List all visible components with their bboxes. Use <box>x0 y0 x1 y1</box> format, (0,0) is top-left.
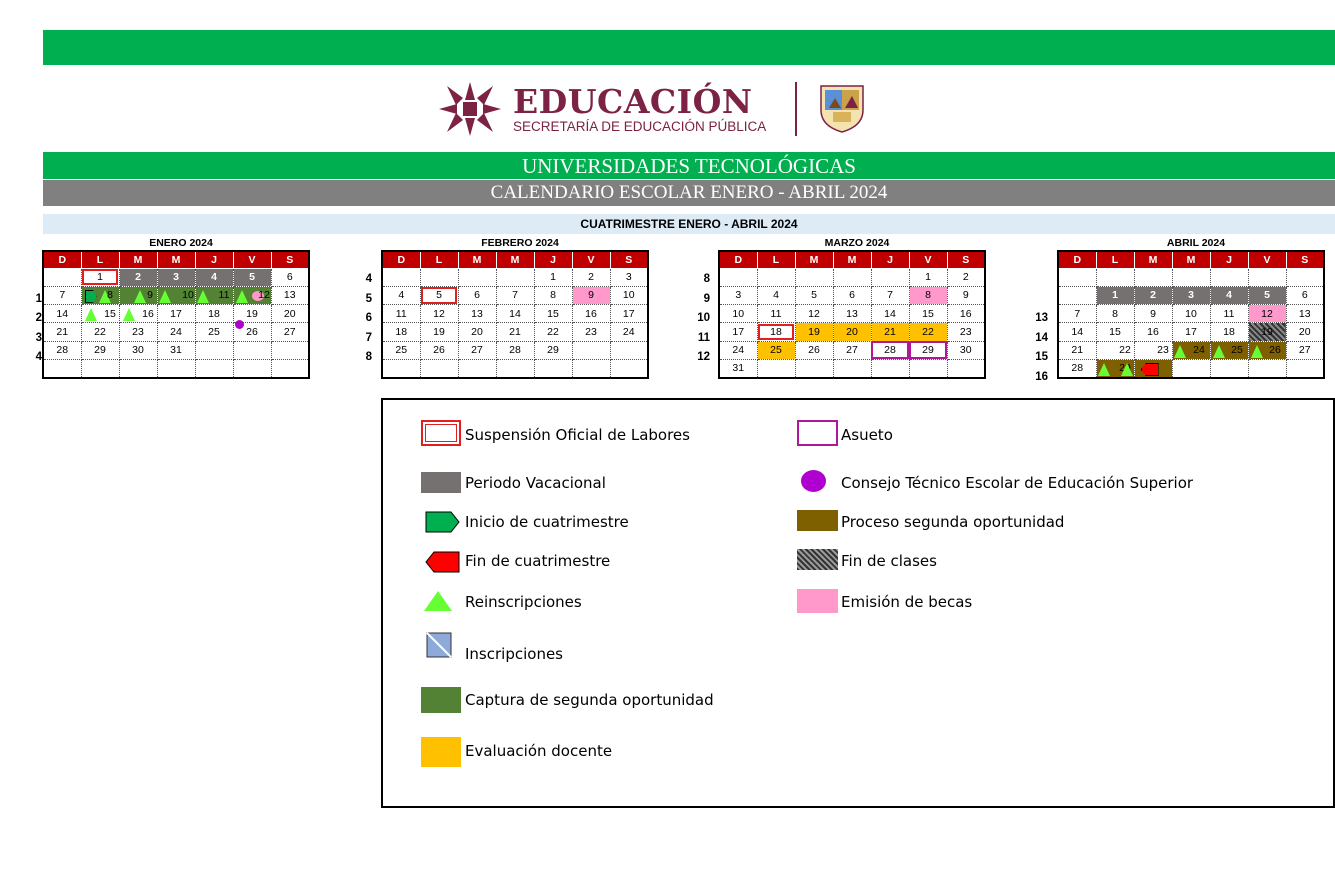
day-number: 9 <box>147 289 153 302</box>
day-cell: 18 <box>1210 323 1248 341</box>
day-cell <box>757 268 795 286</box>
day-number: 26 <box>246 326 258 339</box>
day-cell: 10 <box>719 305 757 323</box>
day-cell <box>610 359 648 377</box>
legend-label: Fin de clases <box>841 552 937 570</box>
day-header: L <box>757 251 795 268</box>
day-header: D <box>43 251 81 268</box>
day-cell: 15 <box>909 305 947 323</box>
calendar-abril <box>1057 250 1325 379</box>
day-cell: 23 <box>572 323 610 341</box>
day-cell <box>271 359 309 377</box>
day-header: J <box>871 251 909 268</box>
calendar-title: CALENDARIO ESCOLAR ENERO - ABRIL 2024 <box>43 180 1335 206</box>
day-cell: 28 <box>496 341 534 359</box>
day-cell: 14 <box>496 305 534 323</box>
day-cell <box>534 359 572 377</box>
day-cell: 5 <box>420 286 458 304</box>
day-cell <box>496 359 534 377</box>
week-number: 8 <box>365 351 372 363</box>
day-cell: 1 <box>81 268 119 286</box>
green-triangle-icon <box>423 590 453 612</box>
reenroll-icon <box>197 290 209 303</box>
day-cell: 25 <box>382 341 420 359</box>
day-cell: 10 <box>610 286 648 304</box>
green-arrow-icon <box>425 511 461 533</box>
day-cell <box>719 268 757 286</box>
day-cell <box>1210 268 1248 286</box>
day-cell: 20 <box>1286 323 1324 341</box>
day-cell: 5 <box>1248 286 1286 304</box>
day-header: M <box>833 251 871 268</box>
day-number: 23 <box>1157 344 1169 357</box>
day-cell: 23 <box>947 323 985 341</box>
gray-box-icon <box>421 472 461 493</box>
calendar-febrero <box>381 250 649 379</box>
day-cell: 3 <box>610 268 648 286</box>
day-cell: 22 <box>534 323 572 341</box>
start-term-icon <box>85 290 97 303</box>
day-number: 25 <box>1231 344 1243 357</box>
day-cell <box>157 286 195 304</box>
legend-label: Proceso segunda oportunidad <box>841 513 1065 531</box>
week-number: 9 <box>703 293 710 305</box>
day-cell <box>795 359 833 377</box>
day-header: M <box>458 251 496 268</box>
day-cell <box>833 359 871 377</box>
day-cell: 17 <box>1172 323 1210 341</box>
day-cell: 17 <box>610 305 648 323</box>
day-cell <box>871 268 909 286</box>
day-cell <box>1096 341 1134 359</box>
month-title-abril: ABRIL 2024 <box>1166 237 1226 249</box>
day-cell <box>1058 286 1096 304</box>
day-header: D <box>1058 251 1096 268</box>
day-header: M <box>496 251 534 268</box>
day-cell: 21 <box>43 323 81 341</box>
day-number: 11 <box>218 289 230 302</box>
calendar-enero <box>42 250 310 379</box>
day-cell <box>1210 341 1248 359</box>
day-cell: 13 <box>271 286 309 304</box>
day-cell: 9 <box>572 286 610 304</box>
day-cell: 8 <box>1096 305 1134 323</box>
day-cell: 8 <box>909 286 947 304</box>
day-cell: 9 <box>947 286 985 304</box>
day-cell <box>382 359 420 377</box>
day-cell: 25 <box>195 323 233 341</box>
week-number: 10 <box>697 312 710 324</box>
day-number: 16 <box>142 307 154 320</box>
star-logo-icon <box>437 80 503 138</box>
day-cell <box>157 359 195 377</box>
day-cell: 27 <box>1286 341 1324 359</box>
day-cell <box>1286 359 1324 377</box>
day-cell: 2 <box>572 268 610 286</box>
day-cell: 9 <box>1134 305 1172 323</box>
day-cell: 28 <box>871 341 909 359</box>
day-cell <box>1172 268 1210 286</box>
reenroll-icon <box>236 290 248 303</box>
week-number: 15 <box>1035 351 1048 363</box>
reenroll-icon <box>1213 345 1225 358</box>
day-cell: 27 <box>271 323 309 341</box>
red-outline-box-icon <box>421 420 461 446</box>
day-cell: 31 <box>157 341 195 359</box>
day-cell <box>195 359 233 377</box>
week-number: 1 <box>35 293 42 305</box>
reenroll-icon <box>1098 363 1110 376</box>
week-number: 12 <box>697 351 710 363</box>
day-cell: 4 <box>1210 286 1248 304</box>
hidalgo-seal-icon <box>815 80 869 138</box>
day-number: 12 <box>258 289 270 302</box>
day-cell <box>382 268 420 286</box>
day-cell: 18 <box>382 323 420 341</box>
legend-label: Fin de cuatrimestre <box>465 552 611 570</box>
day-cell <box>1058 268 1096 286</box>
day-cell: 21 <box>496 323 534 341</box>
reenroll-icon <box>1121 363 1133 376</box>
day-cell <box>1286 268 1324 286</box>
week-number: 5 <box>365 293 372 305</box>
day-cell: 11 <box>382 305 420 323</box>
reenroll-icon <box>134 290 146 303</box>
day-cell <box>119 359 157 377</box>
day-cell: 1 <box>534 268 572 286</box>
day-cell: 19 <box>420 323 458 341</box>
day-cell: 29 <box>534 341 572 359</box>
day-cell <box>119 286 157 304</box>
term-title: CUATRIMESTRE ENERO - ABRIL 2024 <box>43 214 1335 234</box>
day-header: S <box>610 251 648 268</box>
day-cell <box>81 359 119 377</box>
day-cell: 23 <box>119 323 157 341</box>
day-cell <box>1096 268 1134 286</box>
reenroll-icon <box>123 308 135 321</box>
day-cell <box>1210 359 1248 377</box>
day-number: 8 <box>107 289 113 302</box>
day-header: S <box>947 251 985 268</box>
legend-label: Reinscripciones <box>465 593 582 611</box>
day-cell: 11 <box>1210 305 1248 323</box>
legend-label: Asueto <box>841 426 893 444</box>
blue-split-box-icon <box>426 632 452 658</box>
week-number: 13 <box>1035 312 1048 324</box>
legend-label: Consejo Técnico Escolar de Educación Superior <box>841 474 1194 492</box>
day-header: L <box>420 251 458 268</box>
purple-dot-icon <box>801 470 826 492</box>
day-cell: 6 <box>1286 286 1324 304</box>
day-cell: 20 <box>458 323 496 341</box>
day-header: M <box>1172 251 1210 268</box>
day-cell: 30 <box>119 341 157 359</box>
day-cell <box>195 341 233 359</box>
day-cell: 17 <box>719 323 757 341</box>
day-cell: 4 <box>757 286 795 304</box>
day-cell <box>420 359 458 377</box>
day-cell <box>1172 359 1210 377</box>
day-header: S <box>1286 251 1324 268</box>
day-cell: 22 <box>81 323 119 341</box>
day-cell <box>1172 341 1210 359</box>
day-cell <box>1134 359 1172 377</box>
day-cell: 6 <box>271 268 309 286</box>
day-cell <box>572 359 610 377</box>
week-number: 8 <box>703 273 710 285</box>
day-cell <box>909 359 947 377</box>
dark-green-box-icon <box>421 687 461 713</box>
month-title-marzo: MARZO 2024 <box>824 237 890 249</box>
week-number: 4 <box>365 273 372 285</box>
day-cell: 21 <box>871 323 909 341</box>
day-cell <box>119 305 157 323</box>
day-cell: 13 <box>833 305 871 323</box>
brown-box-icon <box>797 510 838 531</box>
day-cell: 19 <box>233 305 271 323</box>
day-header: M <box>1134 251 1172 268</box>
day-cell: 12 <box>795 305 833 323</box>
day-header: L <box>81 251 119 268</box>
legend-label: Evaluación docente <box>465 742 613 760</box>
day-cell: 3 <box>1172 286 1210 304</box>
day-cell <box>572 341 610 359</box>
week-number: 16 <box>1035 371 1048 383</box>
day-cell: 25 <box>757 341 795 359</box>
logo-divider <box>795 82 797 136</box>
day-cell: 26 <box>420 341 458 359</box>
top-green-bar <box>43 30 1335 65</box>
legend-label: Emisión de becas <box>841 593 973 611</box>
day-cell: 29 <box>81 341 119 359</box>
day-cell <box>947 359 985 377</box>
logo-subtitle: SECRETARÍA DE EDUCACIÓN PÚBLICA <box>513 119 767 134</box>
month-title-febrero: FEBRERO 2024 <box>481 237 559 249</box>
day-cell <box>833 268 871 286</box>
legend-label: Inscripciones <box>465 645 563 663</box>
day-cell <box>496 268 534 286</box>
day-cell: 24 <box>157 323 195 341</box>
day-cell: 26 <box>795 341 833 359</box>
day-header: M <box>119 251 157 268</box>
legend-box <box>381 398 1335 808</box>
reenroll-icon <box>85 308 97 321</box>
day-cell <box>458 268 496 286</box>
day-cell: 16 <box>572 305 610 323</box>
day-cell <box>271 341 309 359</box>
day-cell <box>1134 341 1172 359</box>
day-cell <box>233 286 271 304</box>
day-cell: 19 <box>1248 323 1286 341</box>
day-cell: 18 <box>195 305 233 323</box>
day-cell: 21 <box>1058 341 1096 359</box>
hatched-box-icon <box>797 549 838 570</box>
day-cell: 30 <box>947 341 985 359</box>
day-number: 24 <box>1193 344 1205 357</box>
day-cell: 1 <box>1096 286 1134 304</box>
day-header: S <box>271 251 309 268</box>
week-number: 4 <box>35 351 42 363</box>
day-cell: 22 <box>909 323 947 341</box>
day-number: 26 <box>1269 344 1281 357</box>
day-cell <box>233 323 271 341</box>
day-number: 22 <box>1119 344 1131 357</box>
day-cell <box>795 268 833 286</box>
day-cell <box>233 359 271 377</box>
day-cell: 15 <box>534 305 572 323</box>
day-header: M <box>157 251 195 268</box>
day-cell: 19 <box>795 323 833 341</box>
day-cell <box>43 359 81 377</box>
day-cell: 4 <box>195 268 233 286</box>
day-cell: 12 <box>420 305 458 323</box>
calendar-marzo <box>718 250 986 379</box>
page-title: UNIVERSIDADES TECNOLÓGICAS <box>43 152 1335 179</box>
day-cell: 10 <box>1172 305 1210 323</box>
orange-box-icon <box>421 737 461 767</box>
reenroll-icon <box>1251 345 1263 358</box>
day-cell <box>81 286 119 304</box>
day-cell <box>610 341 648 359</box>
week-number: 6 <box>365 312 372 324</box>
day-cell: 24 <box>719 341 757 359</box>
legend-label: Captura de segunda oportunidad <box>465 691 714 709</box>
day-header: V <box>1248 251 1286 268</box>
day-cell <box>757 359 795 377</box>
day-number: 15 <box>104 307 116 320</box>
day-cell: 13 <box>458 305 496 323</box>
day-cell <box>1248 359 1286 377</box>
day-header: V <box>572 251 610 268</box>
day-cell: 6 <box>833 286 871 304</box>
day-cell: 3 <box>157 268 195 286</box>
day-cell: 4 <box>382 286 420 304</box>
day-cell: 5 <box>233 268 271 286</box>
day-cell: 6 <box>458 286 496 304</box>
day-cell: 28 <box>1058 359 1096 377</box>
day-cell: 16 <box>947 305 985 323</box>
day-cell <box>43 268 81 286</box>
day-cell: 2 <box>947 268 985 286</box>
week-number: 7 <box>365 332 372 344</box>
day-cell: 20 <box>271 305 309 323</box>
day-cell: 3 <box>719 286 757 304</box>
reenroll-icon <box>159 290 171 303</box>
day-header: D <box>719 251 757 268</box>
day-cell <box>81 305 119 323</box>
day-header: V <box>909 251 947 268</box>
day-header: M <box>795 251 833 268</box>
day-cell: 27 <box>833 341 871 359</box>
header-logo <box>437 80 877 142</box>
day-header: L <box>1096 251 1134 268</box>
legend-label: Inicio de cuatrimestre <box>465 513 629 531</box>
day-cell: 7 <box>43 286 81 304</box>
day-cell: 27 <box>458 341 496 359</box>
month-title-enero: ENERO 2024 <box>149 237 213 249</box>
day-cell: 20 <box>833 323 871 341</box>
day-cell <box>1134 268 1172 286</box>
day-cell: 7 <box>1058 305 1096 323</box>
day-header: J <box>534 251 572 268</box>
end-term-icon <box>1141 363 1159 376</box>
day-cell <box>1248 341 1286 359</box>
day-cell: 11 <box>757 305 795 323</box>
day-cell: 28 <box>43 341 81 359</box>
day-cell: 15 <box>1096 323 1134 341</box>
day-cell: 13 <box>1286 305 1324 323</box>
day-cell: 8 <box>534 286 572 304</box>
council-dot-icon <box>235 320 244 329</box>
day-cell <box>458 359 496 377</box>
day-cell <box>420 268 458 286</box>
logo-wordmark: EDUCACIÓN <box>513 82 753 121</box>
day-cell: 1 <box>909 268 947 286</box>
day-cell: 12 <box>1248 305 1286 323</box>
day-cell: 7 <box>871 286 909 304</box>
legend-label: Periodo Vacacional <box>465 474 606 492</box>
day-cell <box>233 341 271 359</box>
day-cell <box>871 359 909 377</box>
week-number: 11 <box>697 332 710 344</box>
reenroll-icon <box>1174 345 1186 358</box>
day-cell: 2 <box>119 268 157 286</box>
pink-box-icon <box>797 589 838 613</box>
day-cell: 14 <box>871 305 909 323</box>
day-number: 29 <box>1119 362 1131 375</box>
week-number: 14 <box>1035 332 1048 344</box>
day-cell: 14 <box>1058 323 1096 341</box>
purple-outline-box-icon <box>797 420 838 446</box>
day-cell: 29 <box>909 341 947 359</box>
day-header: D <box>382 251 420 268</box>
week-number: 2 <box>35 312 42 324</box>
day-cell: 31 <box>719 359 757 377</box>
day-cell: 7 <box>496 286 534 304</box>
day-cell <box>1248 268 1286 286</box>
day-cell: 24 <box>610 323 648 341</box>
legend-label: Suspensión Oficial de Labores <box>465 426 690 444</box>
week-number: 3 <box>35 332 42 344</box>
day-cell: 2 <box>1134 286 1172 304</box>
day-header: V <box>233 251 271 268</box>
red-arrow-icon <box>425 551 461 573</box>
day-header: J <box>195 251 233 268</box>
day-cell: 16 <box>1134 323 1172 341</box>
day-cell: 18 <box>757 323 795 341</box>
day-cell: 14 <box>43 305 81 323</box>
day-number: 10 <box>182 289 194 302</box>
day-cell <box>195 286 233 304</box>
day-header: J <box>1210 251 1248 268</box>
day-cell: 5 <box>795 286 833 304</box>
day-cell: 17 <box>157 305 195 323</box>
